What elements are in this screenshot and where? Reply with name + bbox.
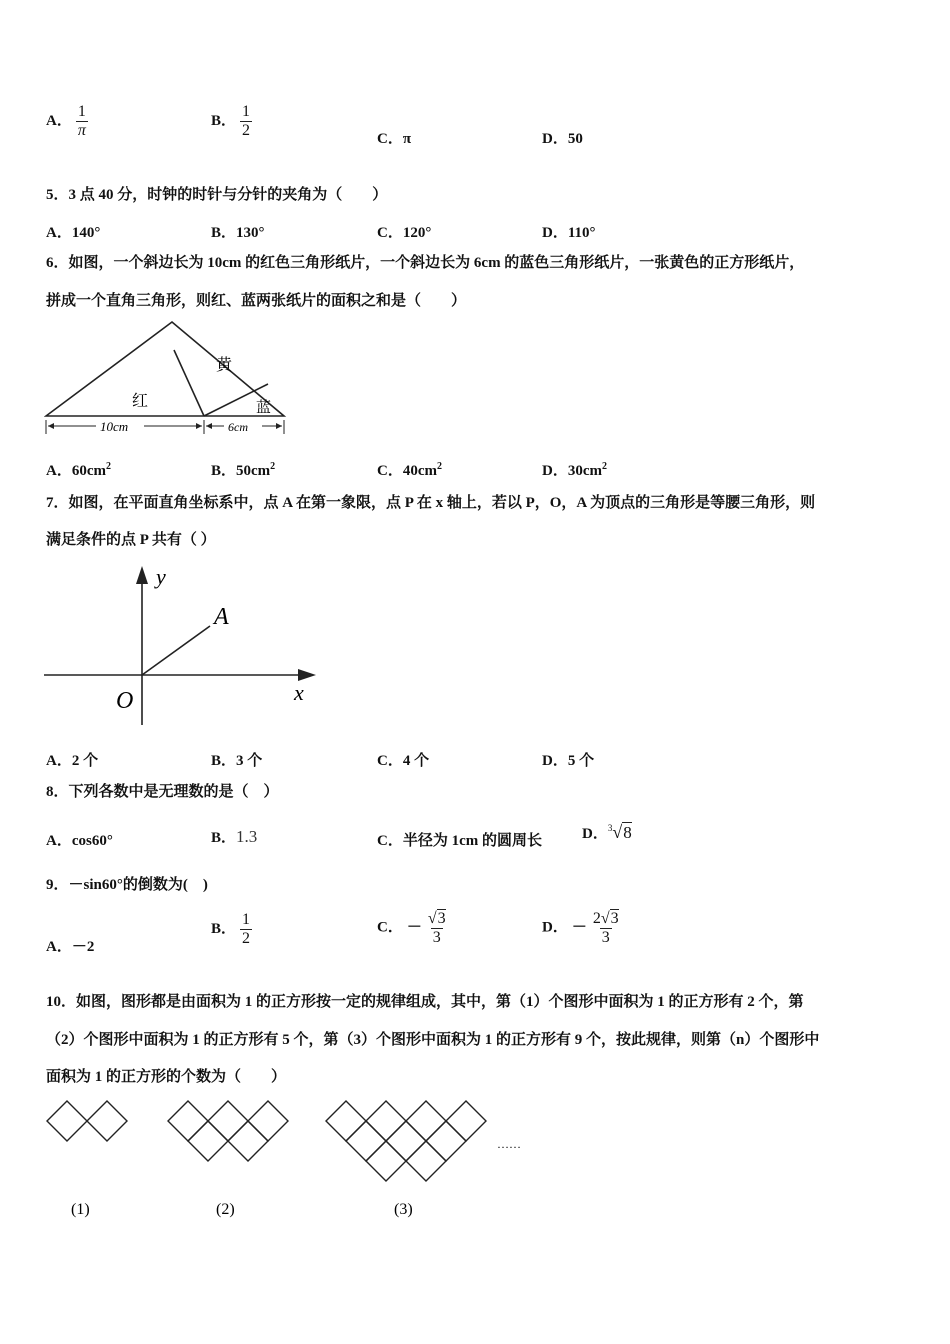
q9-option-c-root-sign: √ bbox=[427, 910, 437, 927]
q9-option-d-root-sign: √ bbox=[600, 910, 610, 927]
q6-option-d-label: D． bbox=[542, 463, 568, 479]
q7-coordinate-figure bbox=[44, 562, 319, 730]
q5-stem: 5．3 点 40 分，时钟的时针与分针的夹角为（ ） bbox=[46, 187, 388, 203]
q8-option-d-root-sign: √ bbox=[612, 822, 623, 842]
q9-option-b-fraction bbox=[240, 911, 252, 947]
q7-option-c bbox=[377, 749, 429, 770]
q6-stem-line2: 拼成一个直角三角形，则红、蓝两张纸片的面积之和是（ ） bbox=[46, 293, 467, 309]
q6-option-c bbox=[377, 459, 442, 480]
q9-option-c-fraction bbox=[426, 909, 448, 946]
q4-option-b bbox=[211, 103, 252, 139]
q7-label-a: A bbox=[214, 604, 229, 630]
q10-caption-2: (2) bbox=[216, 1201, 235, 1218]
q8-option-a bbox=[46, 829, 113, 850]
q7-option-c-label: C． bbox=[377, 753, 403, 769]
q5-option-c-label: C． bbox=[377, 225, 403, 241]
q9-stem: 9．－sin60°的倒数为( ) bbox=[46, 877, 208, 893]
q9-option-b-den: 2 bbox=[242, 929, 251, 947]
q9-option-d bbox=[542, 909, 621, 946]
q10-figure-2 bbox=[168, 1101, 288, 1161]
q8-option-b bbox=[211, 826, 257, 847]
q6-option-a-label: A． bbox=[46, 463, 72, 479]
q4-option-b-num: 1 bbox=[242, 103, 251, 120]
q9-option-a-label: A． bbox=[46, 939, 72, 955]
q9-option-c-radicand: 3 bbox=[437, 910, 446, 927]
q5-option-d-label: D． bbox=[542, 225, 568, 241]
q7-stem-line2: 满足条件的点 P 共有（ ） bbox=[46, 532, 216, 548]
q9-option-d-coef: 2 bbox=[592, 910, 601, 927]
q5-option-b-label: B． bbox=[211, 225, 237, 241]
q8-option-c-label: C． bbox=[377, 833, 403, 849]
q4-option-a bbox=[46, 103, 88, 139]
q6-option-a-sup: 2 bbox=[106, 461, 111, 472]
q8-option-a-label: A． bbox=[46, 833, 72, 849]
q6-option-c-sup: 2 bbox=[437, 461, 442, 472]
q8-stem: 8．下列各数中是无理数的是（ ） bbox=[46, 784, 279, 800]
q9-option-d-label: D． bbox=[542, 919, 568, 936]
q6-option-a-text: 60cm bbox=[71, 463, 106, 479]
q6-label-blue: 蓝 bbox=[256, 398, 272, 416]
q7-label-y: y bbox=[156, 564, 166, 589]
q6-option-b bbox=[211, 459, 275, 480]
q9-option-c-label: C． bbox=[377, 919, 403, 936]
q6-option-d-sup: 2 bbox=[602, 461, 607, 472]
q4-option-d-label: D． bbox=[542, 131, 568, 147]
q8-option-b-label: B． bbox=[211, 830, 237, 846]
q10-ellipsis: …… bbox=[497, 1137, 521, 1151]
q8-option-a-text: cos60° bbox=[71, 833, 113, 849]
q5-option-a-text: 140° bbox=[71, 225, 101, 241]
q5-option-c bbox=[377, 221, 431, 242]
q7-option-a-label: A． bbox=[46, 753, 72, 769]
q8-option-d-radicand: 8 bbox=[623, 823, 632, 842]
q7-option-a-text: 2 个 bbox=[71, 753, 99, 769]
q6-option-b-text: 50cm bbox=[236, 463, 271, 479]
q9-option-d-fraction bbox=[591, 909, 621, 946]
q9-option-c-den: 3 bbox=[432, 928, 441, 946]
q7-option-a bbox=[46, 749, 98, 770]
q4-option-a-num: 1 bbox=[77, 103, 86, 120]
q7-option-b-label: B． bbox=[211, 753, 237, 769]
q9-option-b-label: B． bbox=[211, 920, 237, 937]
q6-option-b-sup: 2 bbox=[270, 461, 276, 472]
q8-option-d-label: D． bbox=[582, 826, 608, 842]
q6-option-d-text: 30cm bbox=[567, 463, 602, 479]
q10-figure-1 bbox=[47, 1101, 127, 1141]
q6-length-blue: 6cm bbox=[228, 420, 248, 434]
q5-option-c-text: 120° bbox=[402, 225, 432, 241]
q10-stem-line1: 10．如图，图形都是由面积为 1 的正方形按一定的规律组成，其中，第（1）个图形中面积为 1 的正方形有 2 个，第 bbox=[46, 994, 804, 1010]
q9-option-b bbox=[211, 911, 252, 947]
q6-stem-line1: 6．如图，一个斜边长为 10cm 的红色三角形纸片，一个斜边长为 6cm 的蓝色三角形纸片，一张黄色的正方形纸片， bbox=[46, 255, 805, 271]
q4-option-c bbox=[377, 127, 411, 148]
q5-option-d-text: 110° bbox=[567, 225, 596, 241]
q4-option-b-fraction bbox=[240, 103, 252, 139]
q7-option-d-label: D． bbox=[542, 753, 568, 769]
q7-label-x: x bbox=[294, 680, 304, 705]
q6-label-red: 红 bbox=[132, 391, 149, 410]
q6-square-left-edge bbox=[174, 350, 204, 416]
q7-option-b-text: 3 个 bbox=[236, 753, 263, 769]
q4-option-c-label: C． bbox=[377, 131, 403, 147]
q10-caption-1: (1) bbox=[71, 1201, 90, 1218]
q7-option-d-text: 5 个 bbox=[567, 753, 595, 769]
q7-option-b bbox=[211, 749, 262, 770]
q10-squares-figure bbox=[44, 1096, 534, 1226]
q10-caption-3: (3) bbox=[394, 1201, 413, 1218]
q4-option-b-label: B． bbox=[211, 112, 237, 129]
q5-option-b bbox=[211, 221, 265, 242]
q6-big-triangle bbox=[46, 322, 284, 416]
q9-option-d-sign: － bbox=[571, 919, 587, 936]
q9-option-a bbox=[46, 935, 94, 956]
q6-length-red: 10cm bbox=[100, 419, 129, 434]
q4-option-a-den: π bbox=[77, 121, 86, 139]
q4-option-a-fraction bbox=[76, 103, 88, 139]
q8-option-c-text: 半径为 1cm 的圆周长 bbox=[402, 833, 542, 849]
q7-segment-oa bbox=[142, 626, 210, 675]
q4-option-c-text: π bbox=[402, 131, 412, 147]
q4-option-a-label: A． bbox=[46, 112, 72, 129]
q7-stem-line1: 7．如图，在平面直角坐标系中，点 A 在第一象限，点 P 在 x 轴上，若以 P，O，A 为顶点的三角形是等腰三角形，则 bbox=[46, 495, 816, 511]
q7-option-d bbox=[542, 749, 594, 770]
q6-option-d bbox=[542, 459, 607, 480]
q9-option-a-text: －2 bbox=[71, 939, 95, 955]
q4-option-d-text: 50 bbox=[567, 131, 583, 147]
q4-option-b-den: 2 bbox=[242, 121, 251, 139]
q4-option-d bbox=[542, 127, 583, 148]
q9-option-b-num: 1 bbox=[242, 911, 251, 928]
q6-option-c-label: C． bbox=[377, 463, 403, 479]
q10-stem-line2: （2）个图形中面积为 1 的正方形有 5 个，第（3）个图形中面积为 1 的正方形有 9 个，按此规律，则第（n）个图形中 bbox=[46, 1032, 820, 1048]
q5-option-b-text: 130° bbox=[236, 225, 265, 241]
q9-option-c bbox=[377, 909, 448, 946]
q6-label-yellow: 黄 bbox=[216, 355, 233, 374]
q10-stem-line3: 面积为 1 的正方形的个数为（ ） bbox=[46, 1069, 287, 1085]
q10-figure-3 bbox=[326, 1101, 486, 1181]
q5-option-d bbox=[542, 221, 596, 242]
q8-option-d-index: 3 bbox=[607, 823, 613, 833]
q7-label-o: O bbox=[116, 688, 134, 714]
q6-option-c-text: 40cm bbox=[402, 463, 437, 479]
q6-option-a bbox=[46, 459, 111, 480]
q9-option-d-radicand: 3 bbox=[610, 910, 619, 927]
q9-option-c-sign: － bbox=[406, 919, 422, 936]
q8-option-d bbox=[582, 822, 632, 843]
q7-option-c-text: 4 个 bbox=[402, 753, 430, 769]
q7-y-arrow bbox=[136, 566, 148, 584]
q5-option-a bbox=[46, 221, 100, 242]
q8-option-c bbox=[377, 829, 542, 850]
q5-option-a-label: A． bbox=[46, 225, 72, 241]
q6-option-b-label: B． bbox=[211, 463, 237, 479]
q9-option-d-den: 3 bbox=[601, 928, 610, 946]
q8-option-b-text: 1.3 bbox=[236, 827, 258, 846]
q6-triangle-figure bbox=[44, 318, 289, 438]
